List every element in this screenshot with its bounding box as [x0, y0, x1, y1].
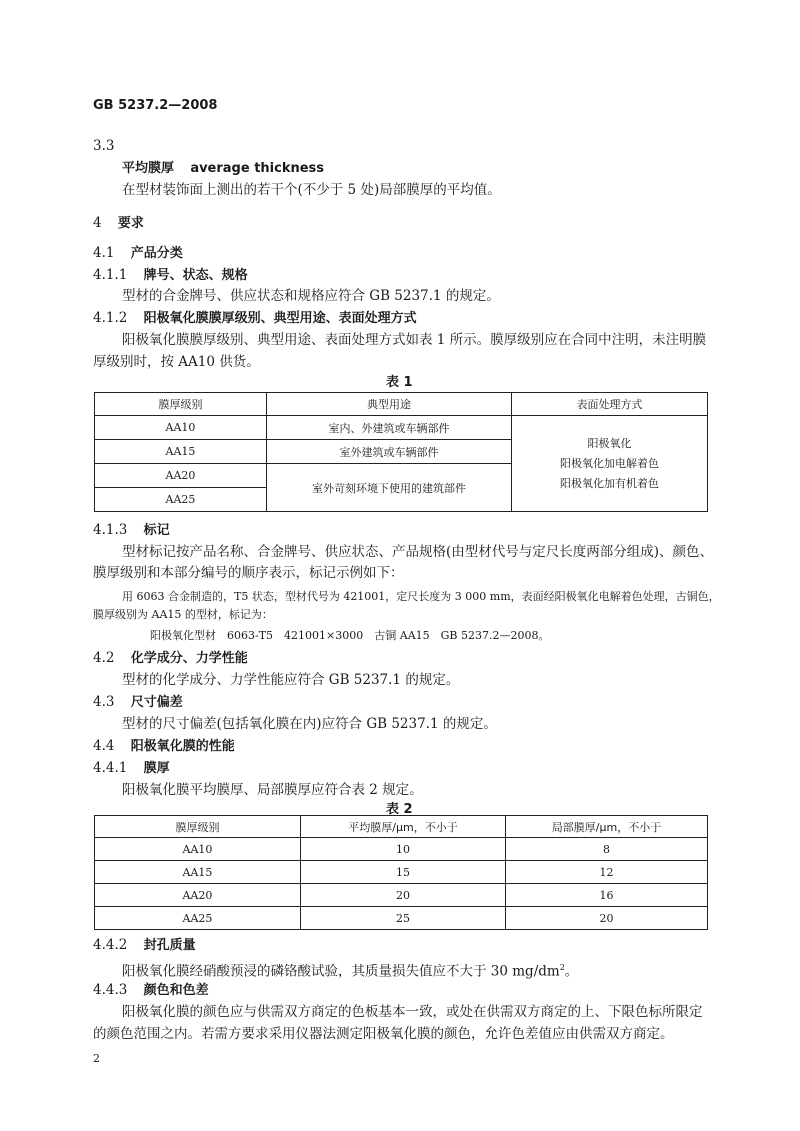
- section-3-3-number: 3.3: [93, 138, 115, 154]
- table-2-local-cell: 20: [506, 907, 708, 930]
- marking-example-line3: 阳极氧化型材 6063-T5 421001×3000 古铜 AA15 GB 5237.2—2008。: [150, 629, 550, 642]
- document-header: GB 5237.2—2008: [93, 98, 218, 113]
- table-1-use-cell: 室外苛刻环境下使用的建筑部件: [267, 464, 512, 512]
- section-4-3-title: 尺寸偏差: [130, 695, 183, 710]
- table-1-header-level: 膜厚级别: [95, 393, 267, 416]
- section-4-4-heading: [93, 736, 235, 757]
- table-1-caption: 表 1: [386, 375, 413, 390]
- table-2-local-cell: 8: [506, 838, 708, 861]
- section-4-1-2-text-line1: 阳极氧化膜膜厚级别、典型用途、表面处理方式如表 1 所示。膜厚级别应在合同中注明，未注明膜: [122, 332, 707, 348]
- section-4-1-number: 4.1: [93, 245, 115, 261]
- term-definition-heading: [122, 158, 324, 179]
- section-4-title: 要求: [117, 216, 144, 231]
- table-2-level-cell: AA20: [95, 884, 301, 907]
- table-1-level-cell: AA10: [95, 416, 267, 440]
- table-2-level-cell: AA25: [95, 907, 301, 930]
- section-4-heading: [93, 213, 144, 234]
- section-4-4-2-heading: [93, 935, 196, 956]
- sealing-text-end: 。: [564, 963, 579, 980]
- section-4-1-2-heading: [93, 308, 417, 329]
- section-4-4-3-number: 4.4.3: [93, 982, 128, 998]
- table-2-header-average: 平均膜厚/μm，不小于: [301, 816, 506, 838]
- section-4-3-heading: [93, 692, 183, 713]
- table-2-local-cell: 16: [506, 884, 708, 907]
- section-4-1-3-heading: [93, 520, 170, 541]
- section-4-1-3-line1: 型材标记按产品名称、合金牌号、供应状态、产品规格(由型材代号与定尺长度两部分组成)、颜色、: [122, 544, 714, 560]
- table-2-header-level: 膜厚级别: [95, 816, 301, 838]
- unit-superscript: 2: [559, 963, 565, 972]
- page-number: 2: [93, 1052, 100, 1065]
- section-4-1-1-number: 4.1.1: [93, 267, 128, 283]
- section-4-4-2-title: 封孔质量: [143, 938, 196, 953]
- term-definition-text: 在型材装饰面上测出的若干个(不少于 5 处)局部膜厚的平均值。: [122, 182, 501, 198]
- section-4-4-1-number: 4.4.1: [93, 760, 128, 776]
- table-1-use-cell: 室内、外建筑或车辆部件: [267, 416, 512, 440]
- table-2: [94, 815, 708, 930]
- table-1-level-cell: AA25: [95, 488, 267, 512]
- section-4-4-1-title: 膜厚: [143, 761, 170, 776]
- marking-example-line1: 用 6063 合金制造的，T5 状态，型材代号为 421001，定尺长度为 3 000 mm，表面经阳极氧化电解着色处理，古铜色，: [122, 590, 720, 603]
- section-4-1-1-heading: [93, 265, 248, 286]
- table-1-treatment-cell: [512, 416, 708, 512]
- section-4-1-3-line2: 膜厚级别和本部分编号的顺序表示，标记示例如下：: [93, 565, 404, 581]
- section-4-1-3-number: 4.1.3: [93, 522, 128, 538]
- term-cn: 平均膜厚: [122, 161, 175, 176]
- term-en: average thickness: [190, 161, 325, 176]
- table-1: [94, 392, 708, 512]
- table-2-level-cell: AA15: [95, 861, 301, 884]
- table-1-header-use: 典型用途: [267, 393, 512, 416]
- table-row: [95, 907, 708, 930]
- section-4-1-2-number: 4.1.2: [93, 310, 128, 326]
- section-4-3-text: 型材的尺寸偏差(包括氧化膜在内)应符合 GB 5237.1 的规定。: [122, 716, 497, 732]
- table-2-header-local: 局部膜厚/μm，不小于: [506, 816, 708, 838]
- treatment-1: 阳极氧化: [587, 436, 632, 450]
- table-2-average-cell: 15: [301, 861, 506, 884]
- table-row: [95, 861, 708, 884]
- table-2-average-cell: 20: [301, 884, 506, 907]
- table-1-level-cell: AA15: [95, 440, 267, 464]
- section-4-2-title: 化学成分、力学性能: [130, 651, 248, 666]
- section-4-4-2-number: 4.4.2: [93, 937, 128, 953]
- section-4-4-3-title: 颜色和色差: [143, 983, 209, 998]
- section-4-2-heading: [93, 648, 248, 669]
- table-2-level-cell: AA10: [95, 838, 301, 861]
- marking-example-line2: 膜厚级别为 AA15 的型材，标记为：: [93, 608, 273, 621]
- table-2-local-cell: 12: [506, 861, 708, 884]
- section-4-1-heading: [93, 243, 183, 264]
- treatment-2: 阳极氧化加电解着色: [560, 456, 659, 470]
- section-4-4-1-text: 阳极氧化膜平均膜厚、局部膜厚应符合表 2 规定。: [122, 782, 423, 798]
- section-4-1-2-text-line2: 厚级别时，按 AA10 供货。: [93, 354, 260, 370]
- table-1-level-cell: AA20: [95, 464, 267, 488]
- section-4-1-3-title: 标记: [143, 523, 170, 538]
- table-2-average-cell: 25: [301, 907, 506, 930]
- section-4-2-number: 4.2: [93, 650, 115, 666]
- section-4-4-3-line2: 的颜色范围之内。若需方要求采用仪器法测定阳极氧化膜的颜色，允许色差值应由供需双方商定。: [93, 1026, 674, 1042]
- table-row: [95, 884, 708, 907]
- section-4-4-3-heading: [93, 980, 209, 1001]
- section-4-4-2-text: [122, 958, 578, 982]
- sealing-text: 阳极氧化膜经硝酸预浸的磷铬酸试验，其质量损失值应不大于 30 mg/dm: [122, 963, 560, 980]
- section-4-1-2-title: 阳极氧化膜膜厚级别、典型用途、表面处理方式: [143, 311, 417, 326]
- table-row: [95, 838, 708, 861]
- section-4-1-1-text: 型材的合金牌号、供应状态和规格应符合 GB 5237.1 的规定。: [122, 288, 500, 304]
- section-4-4-3-line1: 阳极氧化膜的颜色应与供需双方商定的色板基本一致，或处在供需双方商定的上、下限色标所限定: [122, 1004, 703, 1020]
- table-2-average-cell: 10: [301, 838, 506, 861]
- section-4-number: 4: [93, 215, 102, 231]
- table-1-header-treatment: 表面处理方式: [512, 393, 708, 416]
- section-4-4-title: 阳极氧化膜的性能: [130, 739, 235, 754]
- section-4-3-number: 4.3: [93, 694, 115, 710]
- section-4-1-title: 产品分类: [130, 246, 183, 261]
- treatment-3: 阳极氧化加有机着色: [560, 476, 659, 490]
- section-4-4-1-heading: [93, 758, 170, 779]
- section-4-1-1-title: 牌号、状态、规格: [143, 268, 248, 283]
- section-4-4-number: 4.4: [93, 738, 115, 754]
- table-2-caption: 表 2: [386, 802, 413, 817]
- section-4-2-text: 型材的化学成分、力学性能应符合 GB 5237.1 的规定。: [122, 672, 460, 688]
- table-1-use-cell: 室外建筑或车辆部件: [267, 440, 512, 464]
